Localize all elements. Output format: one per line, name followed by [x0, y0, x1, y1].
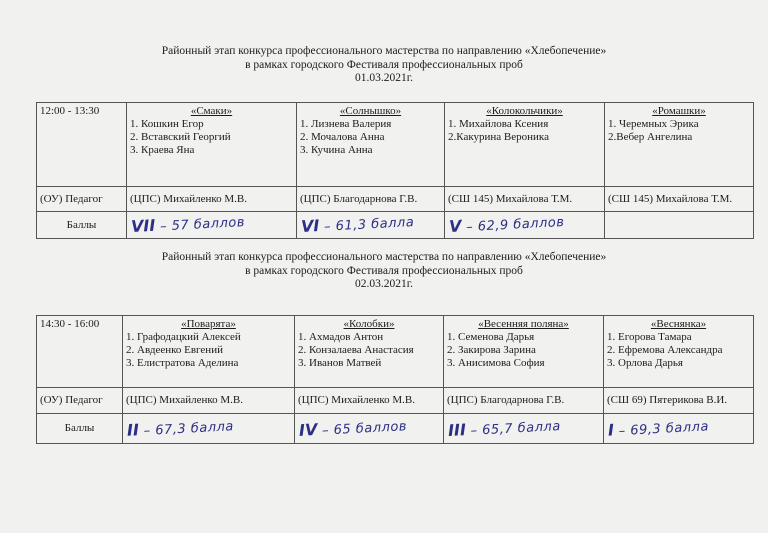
- handwritten-score: [131, 214, 246, 235]
- team-member: 3. Орлова Дарья: [607, 357, 683, 369]
- teacher-name: (СШ 145) Михайлова Т.М.: [605, 187, 754, 212]
- place-numeral: IV: [298, 419, 318, 440]
- teacher-name: (СШ 145) Михайлова Т.М.: [445, 187, 605, 212]
- place-numeral: I: [607, 419, 615, 440]
- team-member: 3. Краева Яна: [130, 144, 195, 156]
- score-cell: [444, 414, 604, 444]
- results-table-session-1: [36, 102, 754, 239]
- score-cell: [123, 414, 295, 444]
- team-cell: [605, 103, 754, 187]
- teacher-label: (ОУ) Педагог: [37, 187, 127, 212]
- score-value: – 69,3 балла: [618, 418, 710, 439]
- teacher-name: (ЦПС) Благодарнова Г.В.: [297, 187, 445, 212]
- score-cell: [445, 212, 605, 239]
- score-cell: [295, 414, 444, 444]
- team-member: 2. Конзалаева Анастасия: [298, 344, 414, 356]
- score-cell: [604, 414, 754, 444]
- score-label: Баллы: [37, 212, 127, 239]
- place-numeral: VI: [300, 216, 320, 236]
- teacher-label: (ОУ) Педагог: [37, 388, 123, 414]
- score-value: – 67,3 балла: [143, 418, 235, 439]
- score-value: – 61,3 балла: [323, 215, 415, 235]
- teacher-name: (ЦПС) Михайленко М.В.: [295, 388, 444, 414]
- teacher-name: (СШ 69) Пятерикова В.И.: [604, 388, 754, 414]
- team-member: 2. Авдеенко Евгений: [126, 344, 223, 356]
- results-table-session-2: [36, 315, 754, 444]
- scores-row: [37, 212, 754, 239]
- handwritten-score: [448, 418, 561, 439]
- score-value: – 62,9 баллов: [465, 214, 565, 236]
- team-member: 3. Анисимова София: [447, 357, 545, 369]
- team-name: «Весенняя поляна»: [478, 318, 569, 330]
- heading-session-2: [0, 251, 768, 292]
- team-cell: [295, 316, 444, 388]
- place-numeral: II: [126, 419, 140, 440]
- team-member: 1. Лизнева Валерия: [300, 118, 392, 130]
- time-slot: 12:00 - 13:30: [37, 103, 127, 187]
- heading-title: Районный этап конкурса профессионального мастерства по направлению «Хлебопечение»: [161, 251, 607, 263]
- team-member: 1. Михайлова Ксения: [448, 118, 549, 130]
- team-member: 1. Черемных Эрика: [608, 118, 699, 130]
- team-member: 3. Иванов Матвей: [298, 357, 382, 369]
- score-value: – 65,7 балла: [470, 418, 562, 439]
- place-numeral: III: [447, 419, 467, 440]
- team-member: 1. Кошкин Егор: [130, 118, 204, 130]
- team-member: 3. Елистратова Аделина: [126, 357, 239, 369]
- teachers-row: [37, 187, 754, 212]
- team-member: 1. Графодацкий Алексей: [126, 331, 241, 343]
- score-cell: [297, 212, 445, 239]
- team-cell: [297, 103, 445, 187]
- team-member: 3. Кучина Анна: [300, 144, 373, 156]
- handwritten-score: [301, 214, 415, 235]
- team-name: «Поварята»: [181, 318, 236, 330]
- handwritten-score: [608, 418, 710, 438]
- score-label: Баллы: [37, 414, 123, 444]
- heading-subtitle: в рамках городского Фестиваля профессиональных проб: [245, 264, 523, 277]
- teacher-name: (ЦПС) Михайленко М.В.: [123, 388, 295, 414]
- team-member: 2. Мочалова Анна: [300, 131, 385, 143]
- teams-row: [37, 316, 754, 388]
- teachers-row: [37, 388, 754, 414]
- handwritten-score: [127, 418, 234, 439]
- heading-date: 01.03.2021г.: [354, 72, 414, 84]
- team-name: «Ромашки»: [652, 105, 706, 117]
- team-member: 2. Вставский Георгий: [130, 131, 231, 143]
- score-value: – 65 баллов: [321, 418, 408, 439]
- score-cell: [605, 212, 754, 239]
- team-name: «Солнышко»: [339, 105, 402, 117]
- scores-row: [37, 414, 754, 444]
- team-member: 1. Ахмадов Антон: [298, 331, 384, 343]
- team-cell: [444, 316, 604, 388]
- team-cell: [445, 103, 605, 187]
- heading-subtitle: в рамках городского Фестиваля профессиональных проб: [245, 58, 523, 71]
- heading-date: 02.03.2021г.: [354, 278, 414, 290]
- time-slot: 14:30 - 16:00: [37, 316, 123, 388]
- team-member: 1. Егорова Тамара: [607, 331, 692, 343]
- team-member: 2.Какурина Вероника: [448, 131, 549, 143]
- teams-row: [37, 103, 754, 187]
- team-cell: [127, 103, 297, 187]
- score-value: – 57 баллов: [159, 215, 246, 235]
- place-numeral: VII: [130, 215, 156, 236]
- place-numeral: V: [448, 216, 462, 237]
- team-name: «Колокольчики»: [486, 105, 563, 117]
- team-name: «Смаки»: [190, 105, 233, 117]
- heading-session-1: [0, 45, 768, 86]
- team-cell: [604, 316, 754, 388]
- heading-title: Районный этап конкурса профессионального мастерства по направлению «Хлебопечение»: [161, 45, 607, 57]
- team-name: «Веснянка»: [650, 318, 707, 330]
- team-member: 2.Вебер Ангелина: [608, 131, 693, 143]
- score-cell: [127, 212, 297, 239]
- teacher-name: (ЦПС) Михайленко М.В.: [127, 187, 297, 212]
- team-member: 1. Семенова Дарья: [447, 331, 535, 343]
- teacher-name: (ЦПС) Благодарнова Г.В.: [444, 388, 604, 414]
- handwritten-score: [449, 214, 565, 235]
- team-name: «Колобки»: [343, 318, 395, 330]
- team-member: 2. Ефремова Александра: [607, 344, 723, 356]
- handwritten-score: [299, 418, 408, 439]
- team-member: 2. Закирова Зарина: [447, 344, 536, 356]
- team-cell: [123, 316, 295, 388]
